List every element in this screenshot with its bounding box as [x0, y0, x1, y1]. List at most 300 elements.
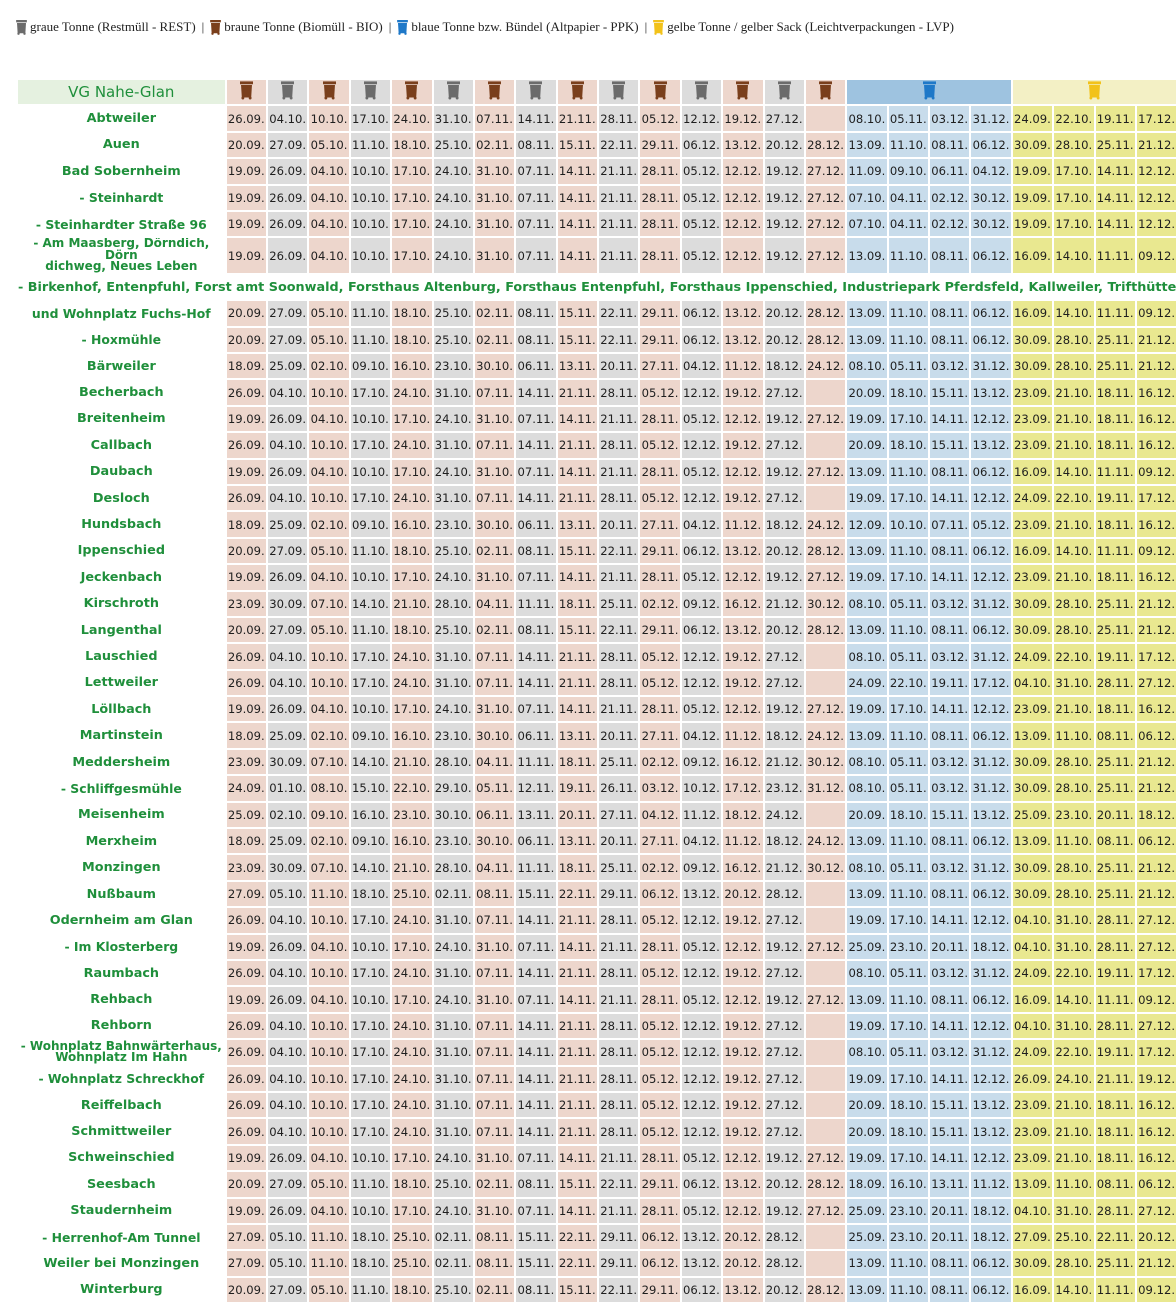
- pickup-date: 14.11.: [558, 1199, 597, 1223]
- pickup-date: 08.10.: [847, 644, 886, 668]
- pickup-date: 31.10.: [434, 908, 473, 932]
- pickup-date: 12.12.: [682, 433, 721, 457]
- pickup-date: 05.12.: [682, 159, 721, 183]
- pickup-date: 17.10.: [351, 1093, 390, 1117]
- pickup-date: 16.10.: [351, 803, 390, 827]
- place-name: - Wohnplatz Schreckhof: [18, 1067, 225, 1091]
- pickup-date: 28.11.: [640, 460, 679, 484]
- pickup-date: 26.09.: [227, 1014, 266, 1038]
- pickup-date: 22.11.: [558, 1251, 597, 1275]
- pickup-date: 10.10.: [351, 407, 390, 431]
- collection-schedule-table: [16, 78, 1176, 1304]
- place-name: Becherbach: [18, 380, 225, 404]
- pickup-date: 04.10.: [309, 565, 348, 589]
- pickup-date: 01.10.: [268, 776, 307, 800]
- pickup-date: 10.10.: [309, 908, 348, 932]
- pickup-date: 23.09.: [1013, 512, 1052, 536]
- table-row: [18, 935, 1176, 959]
- pickup-date: 11.12.: [723, 723, 762, 747]
- brown-bin-header: [558, 80, 597, 104]
- pickup-date: 15.11.: [516, 882, 555, 906]
- pickup-date: 02.11.: [434, 882, 473, 906]
- pickup-date: 15.11.: [516, 1251, 555, 1275]
- pickup-date: 31.12.: [971, 644, 1010, 668]
- pickup-date: 10.10.: [309, 1093, 348, 1117]
- pickup-date: 03.12.: [930, 750, 969, 774]
- pickup-date: 18.10.: [351, 1251, 390, 1275]
- pickup-date: 17.10.: [351, 908, 390, 932]
- pickup-date: 14.11.: [1096, 159, 1135, 183]
- pickup-date: 08.11.: [930, 723, 969, 747]
- pickup-date: 05.12.: [640, 908, 679, 932]
- pickup-date: 29.11.: [640, 539, 679, 563]
- pickup-date: 05.12.: [640, 644, 679, 668]
- pickup-date: 04.10.: [309, 460, 348, 484]
- pickup-date: 19.12.: [723, 106, 762, 130]
- pickup-date: 08.11.: [930, 328, 969, 352]
- pickup-date: 24.10.: [392, 106, 431, 130]
- pickup-date: 04.10.: [309, 1199, 348, 1223]
- pickup-date: 29.11.: [640, 133, 679, 157]
- table-row: [18, 908, 1176, 932]
- pickup-date: 20.11.: [1096, 803, 1135, 827]
- pickup-date: 25.10.: [1054, 1225, 1093, 1249]
- pickup-date: 14.11.: [930, 697, 969, 721]
- pickup-date: 18.12.: [971, 1225, 1010, 1249]
- pickup-date: 05.12.: [640, 671, 679, 695]
- pickup-date: 12.12.: [682, 908, 721, 932]
- pickup-date: 23.09.: [1013, 1146, 1052, 1170]
- pickup-date: 26.09.: [227, 671, 266, 695]
- pickup-date: 02.11.: [475, 301, 514, 325]
- pickup-date: 17.10.: [351, 961, 390, 985]
- pickup-date: 20.12.: [765, 618, 804, 642]
- pickup-date: 08.11.: [930, 539, 969, 563]
- pickup-date: 30.12.: [806, 592, 845, 616]
- pickup-date: 26.09.: [227, 106, 266, 130]
- blue-bin-icon: [923, 81, 936, 100]
- pickup-date: 04.10.: [1013, 1014, 1052, 1038]
- pickup-date: 11.10.: [889, 328, 928, 352]
- pickup-date: 27.12.: [765, 1040, 804, 1064]
- pickup-date: 24.10.: [392, 433, 431, 457]
- pickup-date: 06.12.: [971, 460, 1010, 484]
- pickup-date: 21.11.: [599, 987, 638, 1011]
- pickup-date: 07.10.: [309, 855, 348, 879]
- pickup-date: 28.10.: [1054, 750, 1093, 774]
- brown-bin-icon: [819, 81, 832, 100]
- pickup-date: 13.11.: [558, 829, 597, 853]
- pickup-date: 21.12.: [1137, 776, 1176, 800]
- pickup-date: 21.11.: [599, 238, 638, 273]
- pickup-date: 31.12.: [971, 592, 1010, 616]
- pickup-date: 22.11.: [599, 1172, 638, 1196]
- place-name: Winterburg: [18, 1278, 225, 1302]
- pickup-date: 11.11.: [516, 855, 555, 879]
- pickup-date: 19.12.: [765, 1199, 804, 1223]
- pickup-date: 24.09.: [1013, 961, 1052, 985]
- pickup-date: 05.12.: [682, 1146, 721, 1170]
- pickup-date: 04.12.: [682, 354, 721, 378]
- pickup-date: 05.12.: [640, 961, 679, 985]
- pickup-date: 27.12.: [1137, 935, 1176, 959]
- pickup-date: 14.10.: [1054, 238, 1093, 273]
- pickup-date: 30.10.: [434, 803, 473, 827]
- pickup-date: 21.10.: [1054, 565, 1093, 589]
- pickup-date: 05.12.: [682, 212, 721, 236]
- pickup-date: 06.12.: [971, 539, 1010, 563]
- pickup-date: 05.12.: [640, 486, 679, 510]
- pickup-date: 03.12.: [930, 961, 969, 985]
- pickup-date: 24.10.: [434, 460, 473, 484]
- pickup-date: 06.11.: [516, 512, 555, 536]
- pickup-date: 11.12.: [971, 1172, 1010, 1196]
- table-row: [18, 987, 1176, 1011]
- pickup-date: 08.11.: [516, 133, 555, 157]
- pickup-date: 03.12.: [930, 855, 969, 879]
- table-row: [18, 1093, 1176, 1117]
- pickup-date: 08.11.: [516, 1278, 555, 1302]
- pickup-date: 12.09.: [847, 512, 886, 536]
- pickup-date: 21.11.: [558, 106, 597, 130]
- pickup-date: 07.11.: [516, 935, 555, 959]
- pickup-date: 04.10.: [268, 106, 307, 130]
- blue-bin-icon: [397, 20, 408, 35]
- pickup-date: 19.12.: [723, 1067, 762, 1091]
- pickup-date: 17.12.: [723, 776, 762, 800]
- grey-bin-icon: [447, 81, 460, 100]
- pickup-date: 28.11.: [1096, 1199, 1135, 1223]
- pickup-date: 13.12.: [723, 301, 762, 325]
- pickup-date: 10.10.: [351, 697, 390, 721]
- pickup-date: 07.10.: [847, 212, 886, 236]
- pickup-date: 04.10.: [309, 186, 348, 210]
- pickup-date: 10.10.: [309, 1067, 348, 1091]
- pickup-date: [806, 1251, 845, 1275]
- pickup-date: 04.11.: [475, 855, 514, 879]
- pickup-date: 25.09.: [227, 803, 266, 827]
- pickup-date: 12.12.: [723, 697, 762, 721]
- pickup-date: 17.10.: [889, 908, 928, 932]
- pickup-date: 05.10.: [309, 133, 348, 157]
- pickup-date: 12.12.: [682, 486, 721, 510]
- pickup-date: 05.11.: [889, 354, 928, 378]
- pickup-date: 14.11.: [516, 1067, 555, 1091]
- brown-bin-header: [806, 80, 845, 104]
- pickup-date: 08.11.: [930, 618, 969, 642]
- pickup-date: 12.12.: [682, 1014, 721, 1038]
- pickup-date: 04.10.: [309, 935, 348, 959]
- pickup-date: 02.11.: [475, 618, 514, 642]
- pickup-date: 20.09.: [227, 1278, 266, 1302]
- place-name: - Steinhardt: [18, 186, 225, 210]
- grey-bin-header: [599, 80, 638, 104]
- pickup-date: 12.12.: [971, 407, 1010, 431]
- pickup-date: 17.10.: [1054, 212, 1093, 236]
- pickup-date: 25.10.: [434, 539, 473, 563]
- pickup-date: 28.11.: [640, 697, 679, 721]
- pickup-date: 22.11.: [1096, 1225, 1135, 1249]
- pickup-date: 13.09.: [1013, 723, 1052, 747]
- pickup-date: 14.11.: [516, 671, 555, 695]
- pickup-date: 27.09.: [227, 1225, 266, 1249]
- pickup-date: 19.09.: [227, 565, 266, 589]
- pickup-date: 21.12.: [765, 750, 804, 774]
- pickup-date: 20.12.: [1137, 1225, 1176, 1249]
- pickup-date: 27.12.: [765, 644, 804, 668]
- pickup-date: 28.11.: [640, 987, 679, 1011]
- pickup-date: 29.11.: [640, 618, 679, 642]
- pickup-date: 18.11.: [1096, 512, 1135, 536]
- pickup-date: 16.12.: [723, 855, 762, 879]
- pickup-date: 03.12.: [930, 354, 969, 378]
- pickup-date: 20.12.: [723, 1251, 762, 1275]
- pickup-date: 17.10.: [351, 433, 390, 457]
- pickup-date: 24.10.: [392, 1093, 431, 1117]
- pickup-date: 21.10.: [1054, 512, 1093, 536]
- pickup-date: 27.09.: [268, 1278, 307, 1302]
- pickup-date: 13.12.: [682, 1225, 721, 1249]
- pickup-date: 11.09.: [847, 159, 886, 183]
- pickup-date: 05.12.: [682, 565, 721, 589]
- pickup-date: 31.10.: [434, 644, 473, 668]
- pickup-date: 09.10.: [889, 159, 928, 183]
- pickup-date: 15.11.: [930, 380, 969, 404]
- pickup-date: 24.10.: [434, 697, 473, 721]
- pickup-date: 09.10.: [351, 723, 390, 747]
- pickup-date: 19.12.: [723, 908, 762, 932]
- pickup-date: 11.12.: [723, 512, 762, 536]
- pickup-date: 30.09.: [268, 592, 307, 616]
- pickup-date: 18.11.: [558, 592, 597, 616]
- pickup-date: 22.10.: [1054, 644, 1093, 668]
- pickup-date: 31.10.: [434, 1040, 473, 1064]
- pickup-date: 18.10.: [889, 433, 928, 457]
- pickup-date: 02.12.: [640, 592, 679, 616]
- table-title: VG Nahe-Glan: [18, 80, 225, 104]
- pickup-date: 28.11.: [640, 935, 679, 959]
- pickup-date: 12.12.: [723, 407, 762, 431]
- pickup-date: 11.10.: [889, 882, 928, 906]
- pickup-date: 31.10.: [434, 486, 473, 510]
- grey-bin-icon: [281, 81, 294, 100]
- pickup-date: 27.12.: [806, 159, 845, 183]
- pickup-date: 16.12.: [1137, 1146, 1176, 1170]
- pickup-date: 23.09.: [227, 750, 266, 774]
- pickup-date: 19.12.: [765, 407, 804, 431]
- pickup-date: 12.12.: [723, 565, 762, 589]
- pickup-date: 23.10.: [889, 1199, 928, 1223]
- pickup-date: 26.09.: [268, 987, 307, 1011]
- pickup-date: 21.11.: [599, 460, 638, 484]
- pickup-date: 05.11.: [889, 961, 928, 985]
- pickup-date: 17.10.: [392, 565, 431, 589]
- pickup-date: 26.09.: [268, 565, 307, 589]
- pickup-date: 18.12.: [765, 723, 804, 747]
- pickup-date: 28.12.: [806, 1278, 845, 1302]
- pickup-date: 31.10.: [434, 380, 473, 404]
- pickup-date: 30.09.: [1013, 354, 1052, 378]
- pickup-date: 19.12.: [765, 1146, 804, 1170]
- pickup-date: 04.10.: [268, 671, 307, 695]
- grey-bin-header: [351, 80, 390, 104]
- pickup-date: 30.09.: [1013, 1251, 1052, 1275]
- pickup-date: 16.12.: [723, 592, 762, 616]
- pickup-date: 05.11.: [889, 644, 928, 668]
- pickup-date: 23.10.: [434, 512, 473, 536]
- pickup-date: 11.11.: [516, 592, 555, 616]
- pickup-date: 20.11.: [599, 829, 638, 853]
- pickup-date: 23.10.: [889, 935, 928, 959]
- pickup-date: 07.11.: [516, 987, 555, 1011]
- pickup-date: 27.11.: [599, 803, 638, 827]
- pickup-date: 20.11.: [930, 1199, 969, 1223]
- pickup-date: 24.10.: [434, 159, 473, 183]
- pickup-date: 17.10.: [392, 159, 431, 183]
- table-row: [18, 539, 1176, 563]
- pickup-date: 12.12.: [682, 1119, 721, 1143]
- pickup-date: 20.12.: [765, 301, 804, 325]
- pickup-date: 25.10.: [434, 1278, 473, 1302]
- pickup-date: 18.11.: [1096, 565, 1135, 589]
- pickup-date: 18.10.: [392, 618, 431, 642]
- pickup-date: 19.12.: [723, 433, 762, 457]
- pickup-date: 04.10.: [309, 407, 348, 431]
- table-row: [18, 1067, 1176, 1091]
- pickup-date: 04.10.: [268, 1119, 307, 1143]
- pickup-date: 27.12.: [806, 987, 845, 1011]
- pickup-date: 13.11.: [930, 1172, 969, 1196]
- pickup-date: 11.10.: [351, 539, 390, 563]
- pickup-date: 20.12.: [723, 1225, 762, 1249]
- pickup-date: 20.09.: [847, 1119, 886, 1143]
- pickup-date: 15.11.: [558, 539, 597, 563]
- pickup-date: 04.12.: [682, 829, 721, 853]
- pickup-date: 19.09.: [227, 238, 266, 273]
- pickup-date: 27.12.: [1137, 908, 1176, 932]
- pickup-date: 07.11.: [516, 1199, 555, 1223]
- pickup-date: 21.10.: [1054, 433, 1093, 457]
- pickup-date: 21.11.: [558, 644, 597, 668]
- place-name: Rehborn: [18, 1014, 225, 1038]
- pickup-date: 29.11.: [640, 301, 679, 325]
- brown-bin-icon: [488, 81, 501, 100]
- pickup-date: 11.10.: [889, 1278, 928, 1302]
- pickup-date: 17.12.: [971, 671, 1010, 695]
- table-row: [18, 380, 1176, 404]
- pickup-date: 07.11.: [475, 1093, 514, 1117]
- pickup-date: 17.10.: [392, 238, 431, 273]
- table-row: [18, 855, 1176, 879]
- pickup-date: 12.12.: [723, 1146, 762, 1170]
- pickup-date: 20.12.: [723, 882, 762, 906]
- pickup-date: 08.11.: [516, 539, 555, 563]
- pickup-date: 19.09.: [847, 1067, 886, 1091]
- table-row: [18, 1225, 1176, 1249]
- place-name: - Herrenhof-Am Tunnel: [18, 1225, 225, 1249]
- pickup-date: 04.10.: [268, 1014, 307, 1038]
- table-row: [18, 301, 1176, 325]
- pickup-date: 27.12.: [806, 565, 845, 589]
- pickup-date: 19.12.: [723, 1119, 762, 1143]
- pickup-date: 17.10.: [392, 935, 431, 959]
- pickup-date: 21.11.: [558, 380, 597, 404]
- pickup-date: 26.09.: [227, 433, 266, 457]
- place-name: Callbach: [18, 433, 225, 457]
- pickup-date: 05.12.: [640, 380, 679, 404]
- pickup-date: 31.10.: [434, 1014, 473, 1038]
- pickup-date: 08.10.: [847, 776, 886, 800]
- pickup-date: 28.11.: [599, 433, 638, 457]
- pickup-date: 20.09.: [227, 328, 266, 352]
- pickup-date: 04.10.: [309, 987, 348, 1011]
- pickup-date: 30.09.: [1013, 618, 1052, 642]
- pickup-date: 08.11.: [516, 328, 555, 352]
- grey-bin-icon: [612, 81, 625, 100]
- pickup-date: 18.11.: [558, 855, 597, 879]
- table-row: [18, 460, 1176, 484]
- pickup-date: 06.12.: [682, 618, 721, 642]
- pickup-date: 20.09.: [227, 618, 266, 642]
- pickup-date: 26.09.: [227, 486, 266, 510]
- pickup-date: 06.12.: [682, 328, 721, 352]
- pickup-date: 11.11.: [1096, 301, 1135, 325]
- table-row: [18, 618, 1176, 642]
- pickup-date: 18.10.: [392, 328, 431, 352]
- pickup-date: 05.11.: [889, 592, 928, 616]
- pickup-date: 18.12.: [1137, 803, 1176, 827]
- pickup-date: 31.10.: [434, 671, 473, 695]
- grey-bin-icon: [778, 81, 791, 100]
- pickup-date: 11.10.: [889, 1251, 928, 1275]
- pickup-date: 20.11.: [599, 354, 638, 378]
- pickup-date: 29.10.: [434, 776, 473, 800]
- pickup-date: 20.09.: [847, 380, 886, 404]
- pickup-date: 05.10.: [309, 1278, 348, 1302]
- pickup-date: 10.10.: [309, 961, 348, 985]
- pickup-date: 13.09.: [847, 829, 886, 853]
- pickup-date: 27.12.: [1137, 1014, 1176, 1038]
- pickup-date: 31.12.: [971, 961, 1010, 985]
- pickup-date: 31.10.: [475, 697, 514, 721]
- pickup-date: 07.11.: [516, 407, 555, 431]
- table-row: [18, 275, 1176, 299]
- pickup-date: 28.11.: [599, 1093, 638, 1117]
- pickup-date: 07.11.: [516, 460, 555, 484]
- pickup-date: 26.09.: [227, 1067, 266, 1091]
- pickup-date: 28.11.: [640, 565, 679, 589]
- pickup-date: 31.10.: [475, 238, 514, 273]
- pickup-date: 14.11.: [930, 1067, 969, 1091]
- pickup-date: 28.12.: [765, 1251, 804, 1275]
- pickup-date: 13.09.: [847, 133, 886, 157]
- pickup-date: 16.12.: [1137, 433, 1176, 457]
- pickup-date: 14.11.: [516, 1014, 555, 1038]
- pickup-date: 28.11.: [1096, 908, 1135, 932]
- pickup-date: 22.11.: [599, 328, 638, 352]
- pickup-date: 24.10.: [392, 961, 431, 985]
- table-row: [18, 106, 1176, 130]
- pickup-date: [806, 106, 845, 130]
- pickup-date: 23.12.: [765, 776, 804, 800]
- pickup-date: 17.10.: [889, 1014, 928, 1038]
- pickup-date: 14.11.: [558, 1146, 597, 1170]
- pickup-date: 21.12.: [765, 855, 804, 879]
- pickup-date: 10.10.: [351, 186, 390, 210]
- pickup-date: 24.09.: [1013, 644, 1052, 668]
- pickup-date: 18.10.: [392, 133, 431, 157]
- pickup-date: 19.09.: [227, 935, 266, 959]
